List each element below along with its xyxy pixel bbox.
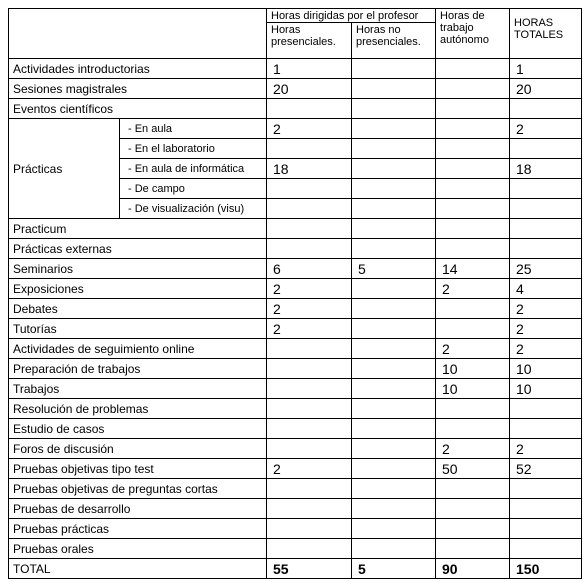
presenciales-value: 2 <box>267 459 352 479</box>
autonomo-value <box>436 119 510 139</box>
autonomo-value: 2 <box>436 339 510 359</box>
activity-label: Pruebas objetivas de preguntas cortas <box>9 479 267 499</box>
no-presenciales-value <box>352 399 436 419</box>
total-no-presenciales-value: 5 <box>352 559 436 579</box>
practicas-sub-label: - En aula de informática <box>120 159 267 179</box>
total-presenciales-value: 55 <box>267 559 352 579</box>
totales-value: 18 <box>510 159 582 179</box>
totales-value: 10 <box>510 359 582 379</box>
autonomo-value <box>436 79 510 99</box>
presenciales-value: 2 <box>267 279 352 299</box>
autonomo-value <box>436 199 510 219</box>
presenciales-value <box>267 219 352 239</box>
autonomo-value: 2 <box>436 279 510 299</box>
autonomo-value <box>436 539 510 559</box>
no-presenciales-value <box>352 59 436 79</box>
table-row <box>9 419 582 439</box>
no-presenciales-value <box>352 379 436 399</box>
activity-label: Estudio de casos <box>9 419 267 439</box>
table-row <box>9 479 582 499</box>
no-presenciales-value <box>352 479 436 499</box>
autonomo-value <box>436 59 510 79</box>
activity-label: Pruebas objetivas tipo test <box>9 459 267 479</box>
presenciales-value: 2 <box>267 319 352 339</box>
presenciales-value <box>267 339 352 359</box>
header-group-profesor: Horas dirigidas por el profesor <box>267 9 436 23</box>
presenciales-value <box>267 419 352 439</box>
total-row <box>9 559 582 579</box>
autonomo-value: 2 <box>436 439 510 459</box>
activity-label: Actividades de seguimiento online <box>9 339 267 359</box>
activity-label: Resolución de problemas <box>9 399 267 419</box>
presenciales-value <box>267 539 352 559</box>
activity-label: Pruebas orales <box>9 539 267 559</box>
presenciales-value <box>267 179 352 199</box>
activity-label: Practicum <box>9 219 267 239</box>
presenciales-value <box>267 199 352 219</box>
table-row <box>9 59 582 79</box>
table-row <box>9 219 582 239</box>
table-row <box>9 299 582 319</box>
activity-label: Tutorías <box>9 319 267 339</box>
totales-value <box>510 499 582 519</box>
no-presenciales-value <box>352 419 436 439</box>
header-presenciales: Horas presenciales. <box>267 23 352 59</box>
activity-label: Eventos científicos <box>9 99 267 119</box>
table-row <box>9 499 582 519</box>
totales-value <box>510 139 582 159</box>
no-presenciales-value <box>352 439 436 459</box>
autonomo-value <box>436 99 510 119</box>
no-presenciales-value <box>352 279 436 299</box>
totales-value <box>510 479 582 499</box>
no-presenciales-value <box>352 159 436 179</box>
autonomo-value: 50 <box>436 459 510 479</box>
totales-value <box>510 199 582 219</box>
no-presenciales-value <box>352 99 436 119</box>
autonomo-value: 10 <box>436 379 510 399</box>
presenciales-value: 2 <box>267 299 352 319</box>
activity-label: Trabajos <box>9 379 267 399</box>
activity-label: Actividades introductorias <box>9 59 267 79</box>
presenciales-value <box>267 359 352 379</box>
activity-label: Foros de discusión <box>9 439 267 459</box>
no-presenciales-value: 5 <box>352 259 436 279</box>
presenciales-value <box>267 99 352 119</box>
hours-table <box>8 8 582 579</box>
totales-value: 25 <box>510 259 582 279</box>
presenciales-value <box>267 439 352 459</box>
practicas-sub-label: - De campo <box>120 179 267 199</box>
header-totales: HORAS TOTALES <box>510 9 582 59</box>
autonomo-value: 14 <box>436 259 510 279</box>
table-row <box>9 459 582 479</box>
table-row <box>9 279 582 299</box>
totales-value: 2 <box>510 439 582 459</box>
no-presenciales-value <box>352 319 436 339</box>
presenciales-value: 1 <box>267 59 352 79</box>
no-presenciales-value <box>352 459 436 479</box>
practicas-sub-label: - En aula <box>120 119 267 139</box>
autonomo-value <box>436 499 510 519</box>
total-totales-value: 150 <box>510 559 582 579</box>
no-presenciales-value <box>352 359 436 379</box>
activity-label: Pruebas de desarrollo <box>9 499 267 519</box>
totales-value: 1 <box>510 59 582 79</box>
autonomo-value <box>436 219 510 239</box>
totales-value <box>510 99 582 119</box>
activity-label: Exposiciones <box>9 279 267 299</box>
no-presenciales-value <box>352 519 436 539</box>
header-autonomo: Horas de trabajo autónomo <box>436 9 510 59</box>
table-row <box>9 339 582 359</box>
total-label: TOTAL <box>9 559 267 579</box>
no-presenciales-value <box>352 239 436 259</box>
presenciales-value: 18 <box>267 159 352 179</box>
table-row <box>9 99 582 119</box>
practicas-sub-label: - En el laboratorio <box>120 139 267 159</box>
no-presenciales-value <box>352 79 436 99</box>
autonomo-value <box>436 159 510 179</box>
presenciales-value <box>267 399 352 419</box>
presenciales-value <box>267 499 352 519</box>
activity-label: Preparación de trabajos <box>9 359 267 379</box>
presenciales-value <box>267 479 352 499</box>
table-row <box>9 319 582 339</box>
totales-value <box>510 179 582 199</box>
autonomo-value <box>436 139 510 159</box>
activity-label: Prácticas externas <box>9 239 267 259</box>
no-presenciales-value <box>352 179 436 199</box>
totales-value: 10 <box>510 379 582 399</box>
no-presenciales-value <box>352 539 436 559</box>
no-presenciales-value <box>352 219 436 239</box>
presenciales-value <box>267 519 352 539</box>
autonomo-value <box>436 479 510 499</box>
totales-value: 2 <box>510 299 582 319</box>
table-row <box>9 379 582 399</box>
practicas-label: Prácticas <box>9 119 120 219</box>
totales-value: 4 <box>510 279 582 299</box>
presenciales-value: 20 <box>267 79 352 99</box>
table-row <box>9 399 582 419</box>
presenciales-value <box>267 379 352 399</box>
totales-value <box>510 219 582 239</box>
header-no-presenciales: Horas no presenciales. <box>352 23 436 59</box>
totales-value <box>510 239 582 259</box>
no-presenciales-value <box>352 339 436 359</box>
totales-value <box>510 539 582 559</box>
table-row <box>9 119 582 139</box>
totales-value: 20 <box>510 79 582 99</box>
activity-label: Seminarios <box>9 259 267 279</box>
presenciales-value: 6 <box>267 259 352 279</box>
no-presenciales-value <box>352 199 436 219</box>
autonomo-value <box>436 419 510 439</box>
presenciales-value: 2 <box>267 119 352 139</box>
practicas-sub-label: - De visualización (visu) <box>120 199 267 219</box>
totales-value: 52 <box>510 459 582 479</box>
totales-value: 2 <box>510 339 582 359</box>
autonomo-value <box>436 319 510 339</box>
table-row <box>9 539 582 559</box>
activity-label: Pruebas prácticas <box>9 519 267 539</box>
no-presenciales-value <box>352 499 436 519</box>
table-row <box>9 259 582 279</box>
no-presenciales-value <box>352 139 436 159</box>
no-presenciales-value <box>352 299 436 319</box>
autonomo-value <box>436 519 510 539</box>
autonomo-value <box>436 399 510 419</box>
totales-value <box>510 419 582 439</box>
totales-value <box>510 399 582 419</box>
autonomo-value <box>436 239 510 259</box>
table-row <box>9 79 582 99</box>
totales-value <box>510 519 582 539</box>
activity-label: Debates <box>9 299 267 319</box>
table-row <box>9 239 582 259</box>
totales-value: 2 <box>510 319 582 339</box>
table-row <box>9 439 582 459</box>
no-presenciales-value <box>352 119 436 139</box>
table-row <box>9 359 582 379</box>
totales-value: 2 <box>510 119 582 139</box>
autonomo-value: 10 <box>436 359 510 379</box>
presenciales-value <box>267 239 352 259</box>
autonomo-value <box>436 179 510 199</box>
header-empty-cell <box>9 9 267 59</box>
table-row <box>9 519 582 539</box>
activity-label: Sesiones magistrales <box>9 79 267 99</box>
total-autonomo-value: 90 <box>436 559 510 579</box>
autonomo-value <box>436 299 510 319</box>
presenciales-value <box>267 139 352 159</box>
